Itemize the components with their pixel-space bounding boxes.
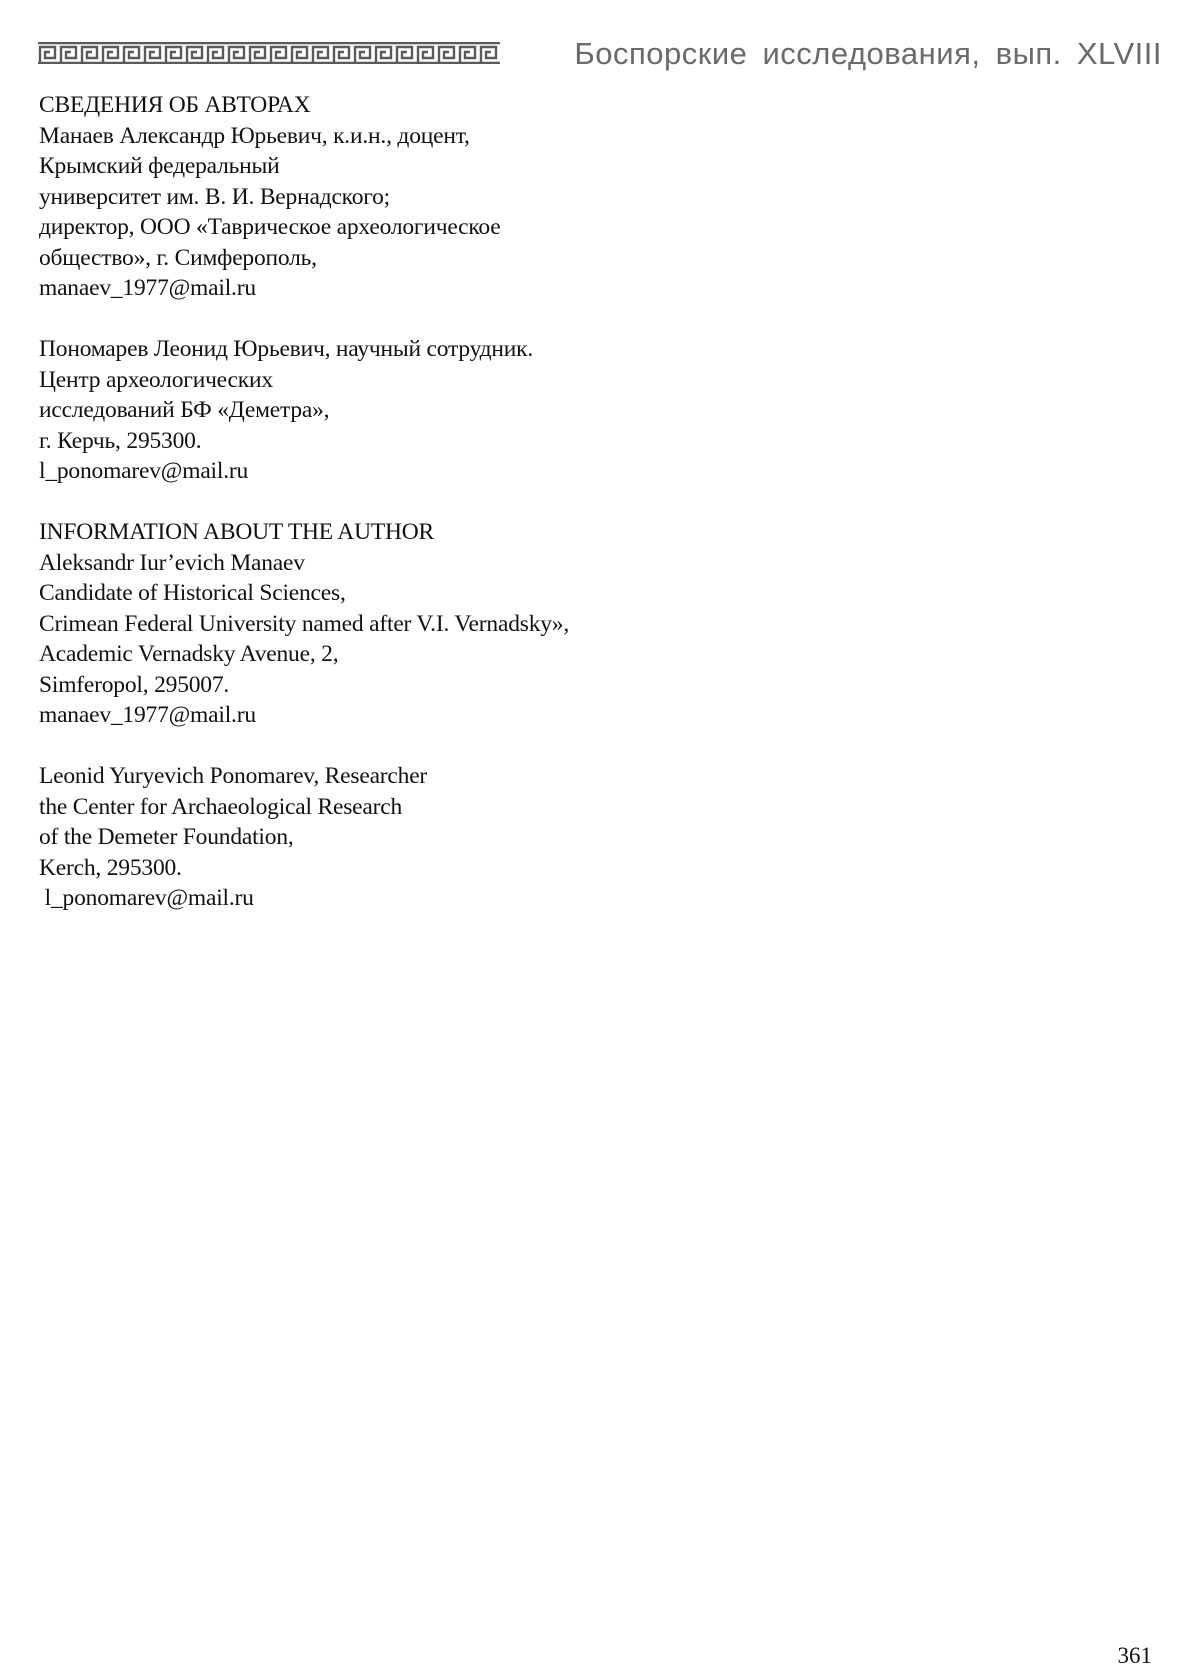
email-line: l_ponomarev@mail.ru xyxy=(39,458,249,484)
section-heading-en: INFORMATION ABOUT THE AUTHOR xyxy=(39,519,435,545)
author-name-line: Манаев Александр Юрьевич, к.и.н., доцент, xyxy=(39,122,470,149)
affiliation-line: исследований БФ «Деметра», xyxy=(39,397,330,423)
author-block-en-manaev xyxy=(39,517,839,731)
degree-line: Candidate of Historical Sciences, xyxy=(39,580,346,606)
author-name-line: Aleksandr Iur’evich Manaev xyxy=(39,549,305,576)
author-name-line: Пономарев Леонид Юрьевич, научный сотрудник. xyxy=(39,336,534,362)
section-heading-ru: СВЕДЕНИЯ ОБ АВТОРАХ xyxy=(39,92,311,118)
page-header xyxy=(38,34,1162,78)
author-block-ru-manaev xyxy=(39,90,839,304)
email-line: manaev_1977@mail.ru xyxy=(39,702,256,728)
address-line: Kerch, 295300. xyxy=(39,854,182,881)
meander-pattern xyxy=(38,43,500,63)
affiliation-line: университет им. В. И. Вернадского; xyxy=(39,183,390,210)
address-line: г. Керчь, 295300. xyxy=(39,427,202,454)
authors-info xyxy=(39,90,839,944)
page-number: 361 xyxy=(1117,1643,1152,1668)
affiliation-line: the Center for Archaeological Research xyxy=(39,793,403,820)
affiliation-line: Crimean Federal University named after V.I. Vernadsky», xyxy=(39,610,570,637)
journal-title: Боспорские исследования, вып. XLVIII xyxy=(574,36,1162,71)
affiliation-line: Центр археологических xyxy=(39,366,273,393)
position-line: директор, ООО «Таврическое археологическое xyxy=(39,214,501,240)
affiliation-line: Крымский федеральный xyxy=(39,153,280,179)
address-line: Academic Vernadsky Avenue, 2, xyxy=(39,641,339,667)
greek-meander-icon xyxy=(38,42,500,64)
email-line: manaev_1977@mail.ru xyxy=(39,275,256,301)
address-line: Simferopol, 295007. xyxy=(39,671,230,698)
position-line: общество», г. Симферополь, xyxy=(39,244,317,271)
author-block-ru-ponomarev xyxy=(39,334,839,487)
email-line: l_ponomarev@mail.ru xyxy=(39,885,254,911)
affiliation-line: of the Demeter Foundation, xyxy=(39,824,294,850)
author-block-en-ponomarev xyxy=(39,761,839,914)
author-name-line: Leonid Yuryevich Ponomarev, Researcher xyxy=(39,763,428,789)
